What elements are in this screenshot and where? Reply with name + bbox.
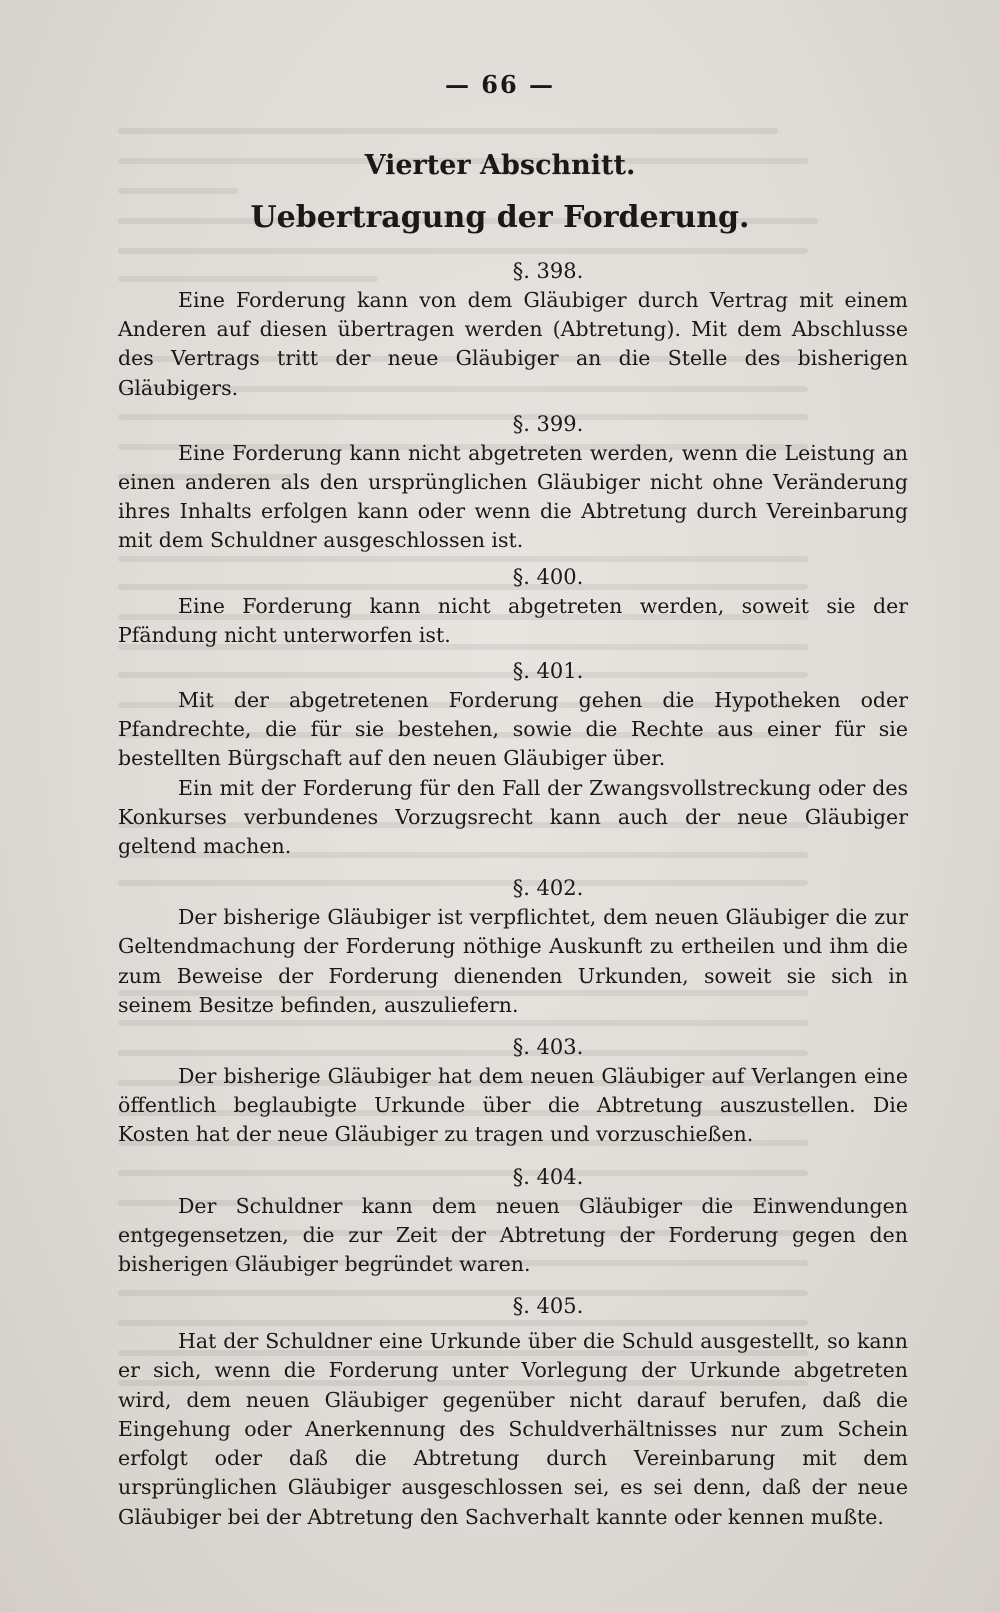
paragraph-number: §. 404.	[512, 1164, 584, 1189]
paragraph-number: §. 402.	[512, 876, 584, 901]
paragraph-text: Eine Forderung kann nicht abgetreten werden, soweit sie der Pfändung nicht unterworfen ist.	[118, 593, 908, 647]
paragraph-number: §. 400.	[512, 564, 584, 589]
paragraph-number: §. 399.	[512, 411, 584, 436]
paragraph-number: §. 405.	[512, 1294, 584, 1319]
paragraph-text: Hat der Schuldner eine Urkunde über die Schuld ausgestellt, so kann er sich, wenn die Forderung unter Vorlegung der Urkunde abgetreten wird, dem neuen Gläubiger gegenüber nicht darauf berufen, daß die Eingehung oder Anerkennung des Schuldverhältnisses nur zum Schein erfolgt oder daß die Abtretung durch Vereinbarung mit dem ursprünglichen Gläubiger ausgeschlossen sei, es sei denn, daß der neue Gläubiger bei der Abtretung den Sachverhalt kannte oder kennen mußte.	[118, 1329, 908, 1529]
chapter-title: Uebertragung der Forderung.	[250, 200, 750, 235]
paragraph-text: Mit der abgetretenen Forderung gehen die Hypotheken oder Pfandrechte, die für sie bestehen, sowie die Rechte aus einer für sie bestellten Bürgschaft auf den neuen Gläubiger über.	[118, 688, 908, 771]
paragraph-text: Der bisherige Gläubiger ist verpflichtet, dem neuen Gläubiger die zur Geltendmachung der Forderung nöthige Auskunft zu ertheilen und ihm die zum Beweise der Forderung dienenden Urkunden, soweit sie sich in seinem Besitze befinden, auszuliefern.	[118, 905, 908, 1017]
paragraph-text: Eine Forderung kann von dem Gläubiger durch Vertrag mit einem Anderen auf diesen übertragen werden (Abtretung). Mit dem Abschlusse des Vertrags tritt der neue Gläubiger an die Stelle des bisherigen Gläubigers.	[118, 288, 908, 400]
paragraph-text: Der Schuldner kann dem neuen Gläubiger die Einwendungen entgegensetzen, die zur Zeit der Abtretung der Forderung gegen den bisherigen Gläubiger begründet waren.	[118, 1193, 908, 1277]
paragraph-text: Ein mit der Forderung für den Fall der Zwangsvollstreckung oder des Konkurses verbundenes Vorzugsrecht kann auch der neue Gläubiger geltend machen.	[118, 775, 908, 859]
paragraph-text: Eine Forderung kann nicht abgetreten werden, wenn die Leistung an einen anderen als den ursprünglichen Gläubiger nicht ohne Veränderung ihres Inhalts erfolgen kann oder wenn die Abtretung durch Vereinbarung mit dem Schuldner ausgeschlossen ist.	[118, 440, 908, 553]
paragraph-text: Der bisherige Gläubiger hat dem neuen Gläubiger auf Verlangen eine öffentlich beglaubigte Urkunde über die Abtretung auszustellen. Die Kosten hat der neue Gläubiger zu tragen und vorzuschießen.	[118, 1064, 908, 1147]
paragraph-number: §. 401.	[512, 659, 584, 684]
paragraph-number: §. 398.	[512, 259, 584, 283]
page-number: — 66 —	[444, 70, 556, 99]
paragraph-number: §. 403.	[512, 1035, 584, 1060]
section-heading: Vierter Abschnitt.	[364, 150, 636, 181]
body-text	[118, 256, 908, 1532]
